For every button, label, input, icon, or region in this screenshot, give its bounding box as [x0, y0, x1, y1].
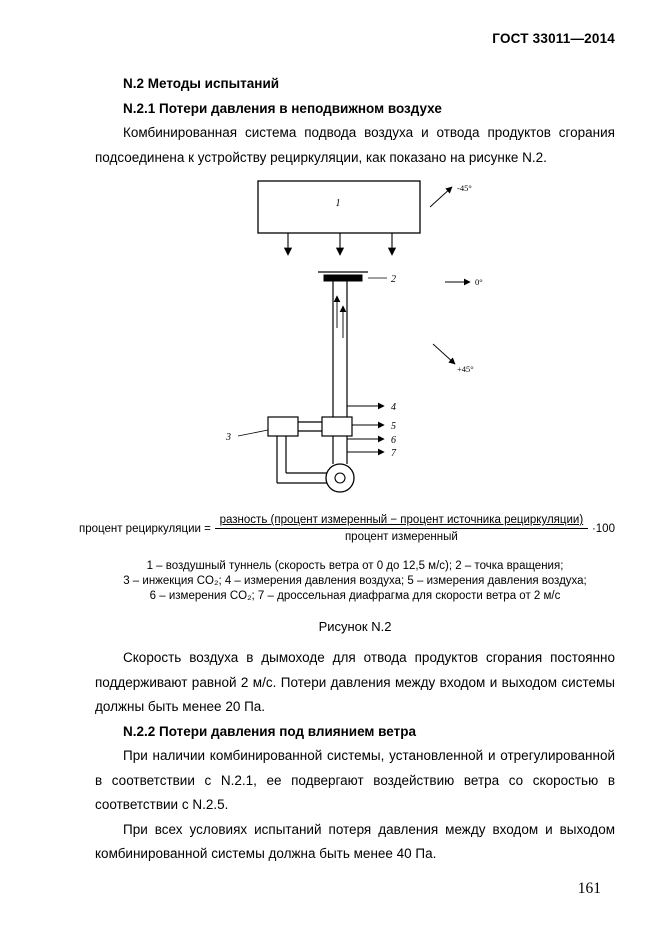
injection-fitting: [268, 417, 298, 436]
legend-line: 1 – воздушный туннель (скорость ветра от 0 до 12,5 м/с); 2 – точка вращения;: [146, 560, 564, 572]
fan-diaphragm: [326, 464, 354, 492]
duct-fitting: [322, 417, 352, 436]
formula-numerator: разность (процент измеренный − процент источника рециркуляции): [215, 514, 589, 529]
label-injection: 3: [226, 432, 231, 443]
figure-caption: Рисунок N.2: [318, 619, 392, 634]
label-angle-0: 0°: [475, 277, 483, 287]
page-content: [79, 72, 615, 867]
angle-indicators: [430, 183, 483, 374]
label-pivot: 2: [391, 274, 396, 285]
formula-fraction: [215, 514, 589, 543]
formula-denominator: процент измеренный: [344, 531, 458, 543]
recirculation-formula: [79, 514, 615, 543]
legend-line: 6 – измерения CO₂; 7 – дроссельная диафрагма для скорости ветра от 2 м/с: [149, 590, 561, 602]
leader-line-3: [238, 430, 268, 436]
heading-n22: N.2.2 Потери давления под влиянием ветра: [123, 723, 416, 739]
wind-tunnel: [258, 181, 420, 255]
paragraph-intro: Комбинированная система подвода воздуха и отвода продуктов сгорания подсоединена к устройству рециркуляции, как показано на рисунке N.2.: [95, 125, 615, 165]
formula-lhs: процент рециркуляции =: [79, 522, 211, 535]
recirculation-diagram: [210, 176, 510, 506]
doc-number: ГОСТ 33011—2014: [492, 31, 615, 46]
heading-n2: N.2 Методы испытаний: [123, 76, 280, 91]
formula-factor: ·100: [591, 522, 615, 535]
angle-arrow-minus45: [430, 187, 452, 207]
figure-n2: [79, 176, 615, 634]
measurement-taps: [347, 402, 397, 459]
label-tunnel: 1: [335, 198, 341, 209]
label-diaphragm: 7: [391, 448, 396, 459]
label-angle-plus45: +45°: [457, 364, 474, 374]
paragraph-wind1: При наличии комбинированной системы, установленной и отрегулированной в соответствии с N.2.1, ее подвергают воздействию ветра со скоростью в соответствии с N.2.5.: [95, 748, 615, 812]
pivot-flange: [318, 272, 396, 285]
heading-n21: N.2.1 Потери давления в неподвижном воздухе: [123, 100, 442, 116]
label-pressure2: 5: [391, 421, 396, 432]
paragraph-wind2: При всех условиях испытаний потеря давления между входом и выходом комбинированной системы должна быть менее 40 Па.: [95, 821, 615, 861]
figure-legend: [95, 559, 615, 604]
paragraph-velocity: Скорость воздуха в дымоходе для отвода продуктов сгорания постоянно поддерживают равной 2 м/с. Потери давления между входом и выходом системы должны быть менее 20 Па.: [95, 650, 615, 714]
label-co2: 6: [391, 435, 396, 446]
page-number: 161: [577, 880, 601, 897]
legend-line: 3 – инжекция CO₂; 4 – измерения давления воздуха; 5 – измерения давления воздуха;: [123, 575, 587, 587]
label-angle-minus45: -45°: [457, 183, 472, 193]
angle-arrow-plus45: [433, 344, 455, 364]
label-pressure1: 4: [391, 402, 396, 413]
